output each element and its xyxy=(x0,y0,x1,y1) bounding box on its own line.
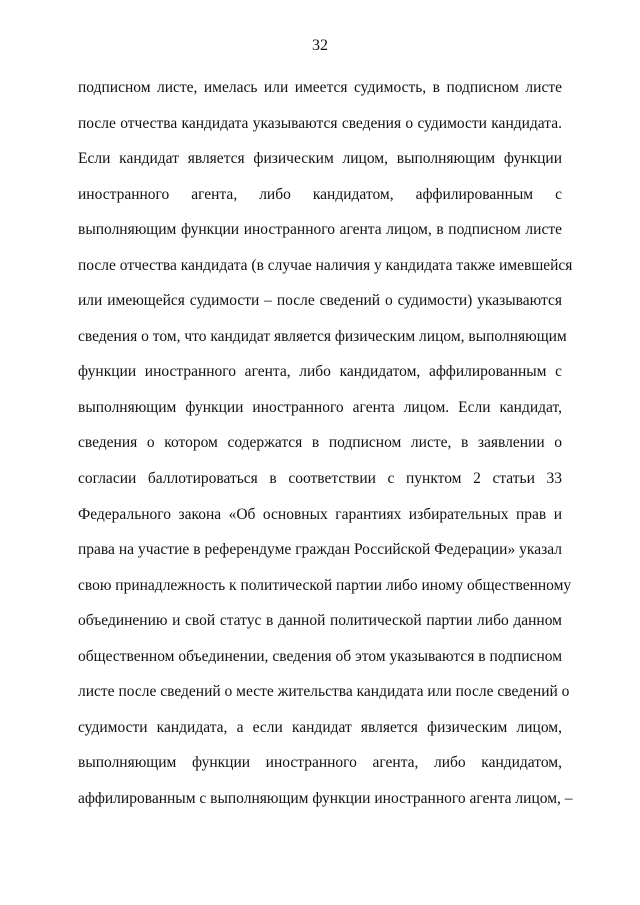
text-line: Федерального закона «Об основных гарантиях избирательных прав и xyxy=(78,505,562,523)
text-line: после отчества кандидата указываются сведения о судимости кандидата. xyxy=(78,114,562,132)
page-number: 32 xyxy=(312,37,328,54)
text-line: иностранного агента, либо кандидатом, аффилированным с xyxy=(78,185,562,203)
text-line: или имеющейся судимости – после сведений о судимости) указываются xyxy=(78,292,562,310)
text-line: аффилированным с выполняющим функции иностранного агента лицом, – xyxy=(78,789,573,807)
text-line: функции иностранного агента, либо кандидатом, аффилированным с xyxy=(78,363,562,381)
text-line: сведения о котором содержатся в подписном листе, в заявлении о xyxy=(78,434,562,452)
text-line: выполняющим функции иностранного агента лицом. Если кандидат, xyxy=(78,398,562,416)
text-line: выполняющим функции иностранного агента, либо кандидатом, xyxy=(78,754,562,772)
text-line: выполняющим функции иностранного агента лицом, в подписном листе xyxy=(78,221,562,239)
text-line: листе после сведений о месте жительства кандидата или после сведений о xyxy=(78,683,570,701)
text-line: судимости кандидата, а если кандидат является физическим лицом, xyxy=(78,718,562,736)
text-line: свою принадлежность к политической партии либо иному общественному xyxy=(78,576,572,594)
text-line: права на участие в референдуме граждан Российской Федерации» указал xyxy=(78,541,562,559)
text-line: после отчества кандидата (в случае наличия у кандидата также имевшейся xyxy=(78,256,573,274)
text-line: общественном объединении, сведения об этом указываются в подписном xyxy=(78,647,562,665)
text-line: Если кандидат является физическим лицом, выполняющим функции xyxy=(78,150,562,168)
text-line: сведения о том, что кандидат является физическим лицом, выполняющим xyxy=(78,327,567,345)
text-line: подписном листе, имелась или имеется судимость, в подписном листе xyxy=(78,79,562,96)
text-line: согласии баллотироваться в соответствии с пунктом 2 статьи 33 xyxy=(78,470,562,488)
text-line: объединению и свой статус в данной политической партии либо данном xyxy=(78,612,562,630)
body-text xyxy=(78,74,573,820)
